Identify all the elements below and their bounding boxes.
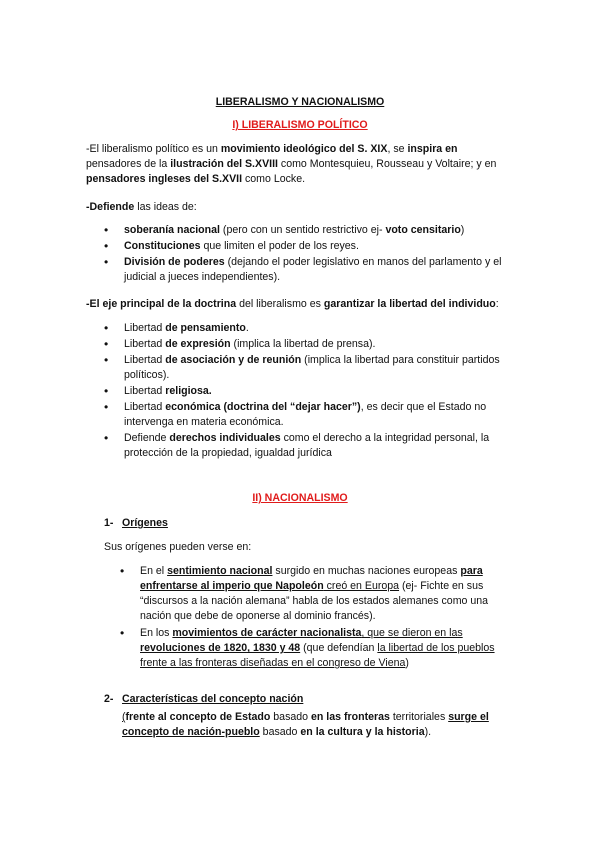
list-item: • Libertad económica (doctrina del “dejar hacer”), es decir que el Estado no intervenga en materia económica. (124, 400, 524, 430)
document-title: LIBERALISMO Y NACIONALISMO (215, 96, 385, 108)
eje-line: -El eje principal de la doctrina del liberalismo es garantizar la libertad del individuo: (86, 298, 499, 310)
list-item: • Libertad de expresión (implica la libertad de prensa). (124, 337, 524, 352)
ideas-list (124, 223, 524, 286)
list-item: • Libertad de pensamiento. (124, 321, 524, 336)
list-item: • soberanía nacional (pero con un sentido restrictivo ej- voto censitario) (124, 223, 524, 238)
list-item: • Libertad de asociación y de reunión (implica la libertad para constituir partidos políticos). (124, 353, 524, 383)
list-item: • En el sentimiento nacional surgido en muchas naciones europeas para enfrentarse al imperio que Napoleón creó en Europa (ej- Fichte en sus “discursos a la nación alemana” habla de los estados alemanes como una nación que debe de oponerse al dominio francés). (140, 564, 510, 624)
caracteristicas-text: (frente al concepto de Estado basado en las fronteras territoriales surge el concepto de nación-pueblo basado en la cultura y la historia). (122, 711, 489, 739)
liberalismo-intro: -El liberalismo político es un movimiento ideológico del S. XIX, se inspira en pensadores de la ilustración del S.XVIII como Montesquieu, Rousseau y Voltaire; y en pensadores ingleses del S.XVII como Locke. (86, 143, 497, 186)
section-heading-nacionalismo: II) NACIONALISMO (252, 492, 348, 504)
section-heading-liberalismo: I) LIBERALISMO POLÍTICO (232, 119, 368, 131)
list-item: • En los movimientos de carácter nacionalista, que se dieron en las revoluciones de 1820, 1830 y 48 (que defendían la libertad de los pueblos frente a las fronteras diseñadas en el congreso de Viena) (140, 626, 510, 671)
defiende-line: -Defiende las ideas de: (86, 201, 197, 213)
list-item: • División de poderes (dejando el poder legislativo en manos del parlamento y el judicial a jueces independientes). (124, 255, 524, 285)
list-item: • Defiende derechos individuales como el derecho a la integridad personal, la protección de la propiedad, igualdad jurídica (124, 431, 524, 461)
list-item: • Libertad religiosa. (124, 384, 524, 399)
subheading-origenes: 1- Orígenes (104, 517, 168, 529)
libertades-list (124, 321, 524, 462)
origenes-intro: Sus orígenes pueden verse en: (104, 541, 252, 553)
subheading-caracteristicas: 2- Características del concepto nación (104, 693, 304, 705)
list-item: • Constituciones que limiten el poder de los reyes. (124, 239, 524, 254)
origenes-list (140, 564, 510, 672)
